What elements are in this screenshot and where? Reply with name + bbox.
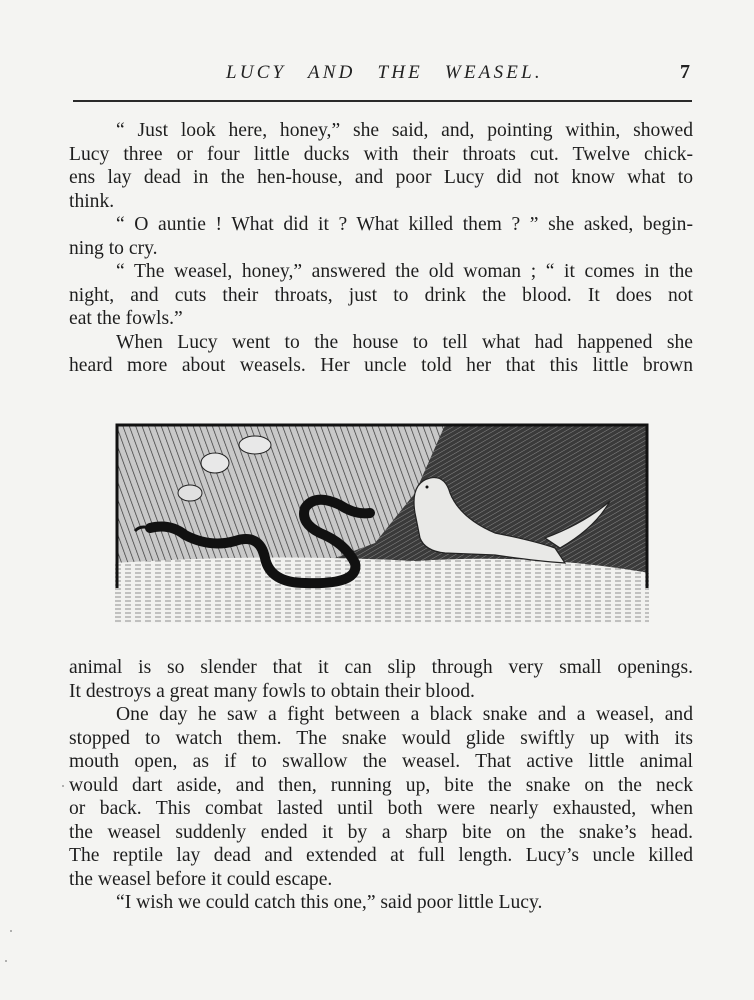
paragraph [69, 891, 693, 915]
paragraph [69, 213, 693, 260]
text-line: the weasel before it could escape. [69, 868, 333, 890]
text-line: Lucy three or four little ducks with their throats cut. Twelve chick- [69, 143, 693, 165]
paragraph [69, 119, 693, 213]
leaf [201, 453, 229, 473]
text-line: “ Just look here, honey,” she said, and, pointing within, showed [116, 120, 693, 141]
paragraph [69, 331, 693, 378]
running-header [70, 60, 692, 90]
running-title: LUCY AND THE WEASEL. [226, 62, 543, 83]
text-line: would dart aside, and then, running up, bite the snake on the neck [69, 774, 693, 796]
text-line: “I wish we could catch this one,” said poor little Lucy. [116, 892, 543, 913]
text-line: It destroys a great many fowls to obtain their blood. [69, 680, 475, 702]
header-rule [73, 100, 692, 102]
scan-speck [5, 960, 7, 962]
text-line: mouth open, as if to swallow the weasel. That active little animal [69, 751, 693, 772]
text-line: “ O auntie ! What did it ? What killed them ? ” she asked, begin- [116, 214, 693, 235]
text-line: The reptile lay dead and extended at full length. Lucy’s uncle killed [69, 845, 693, 866]
text-line: think. [69, 190, 115, 212]
text-line: animal is so slender that it can slip through very small openings. [69, 657, 693, 678]
text-block-top [69, 119, 693, 378]
leaf [178, 485, 202, 501]
text-block-bottom [69, 656, 693, 915]
weasel-eye [426, 486, 429, 489]
scan-speck [10, 930, 12, 932]
text-line: the weasel suddenly ended it by a sharp bite on the snake’s head. [69, 821, 693, 843]
paragraph [69, 703, 693, 891]
illustration-snake-and-weasel [115, 423, 649, 623]
paragraph [69, 260, 693, 331]
text-line: stopped to watch them. The snake would glide swiftly up with its [69, 727, 693, 749]
text-line: eat the fowls.” [69, 308, 183, 329]
text-line: heard more about weasels. Her uncle told her that this little brown [69, 355, 693, 376]
page-number: 7 [680, 61, 690, 83]
text-line: or back. This combat lasted until both were nearly exhausted, when [69, 798, 693, 819]
engraving [115, 423, 649, 623]
text-line: When Lucy went to the house to tell what had happened she [116, 331, 693, 353]
text-line: “ The weasel, honey,” answered the old woman ; “ it comes in the [116, 261, 693, 282]
text-line: ning to cry. [69, 237, 158, 259]
text-line: night, and cuts their throats, just to drink the blood. It does not [69, 284, 693, 306]
ground [115, 557, 649, 623]
scan-speck [62, 785, 64, 787]
text-line: One day he saw a fight between a black snake and a weasel, and [116, 704, 693, 725]
leaf [239, 436, 271, 454]
paragraph [69, 656, 693, 703]
text-line: ens lay dead in the hen-house, and poor Lucy did not know what to [69, 167, 693, 188]
